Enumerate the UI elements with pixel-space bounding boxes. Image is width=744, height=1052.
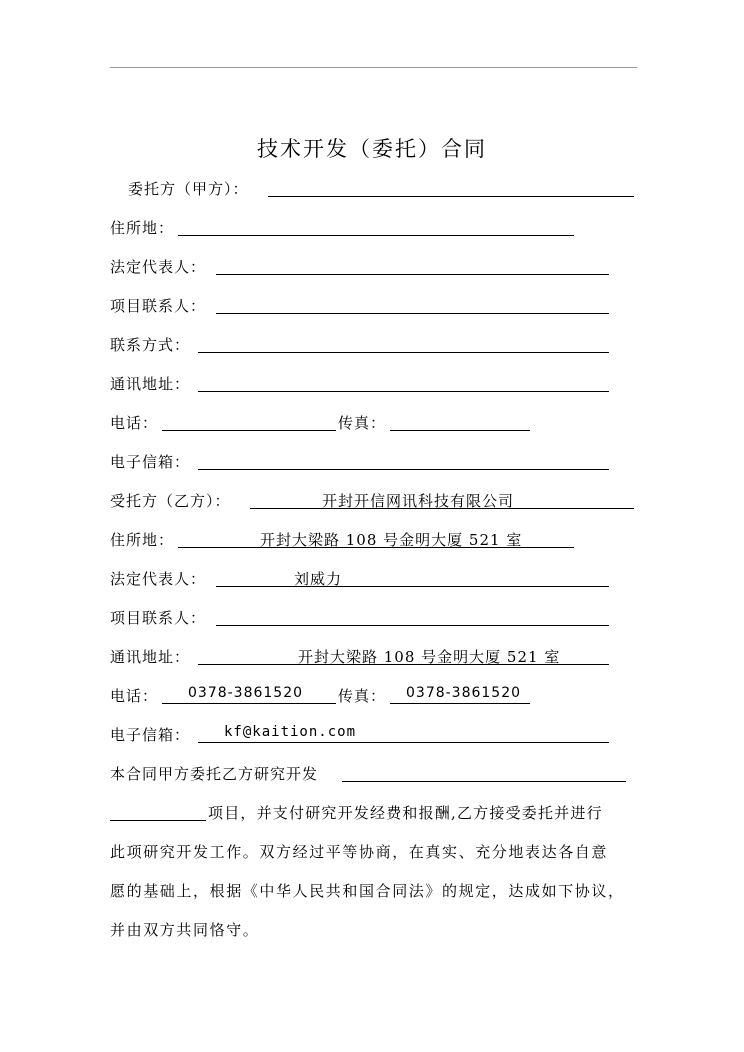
project-name-field[interactable] (342, 781, 626, 782)
party-b-contact-row (110, 603, 615, 629)
party-b-email-field[interactable] (198, 742, 609, 743)
party-a-fax-field[interactable] (390, 430, 530, 431)
party-a-address-field[interactable] (178, 235, 574, 236)
party-a-contact-method-row (110, 330, 615, 356)
party-b-trustee-value: 开封开信网讯科技有限公司 (322, 492, 515, 510)
party-b-legal-rep-label: 法定代表人： (110, 570, 207, 588)
party-b-contact-label: 项目联系人： (110, 609, 207, 627)
party-a-mail-address-field[interactable] (198, 391, 609, 392)
party-a-phone-field[interactable] (162, 430, 336, 431)
party-b-email-row (110, 720, 615, 746)
body-line-5: 并由双方共同恪守。 (110, 921, 260, 939)
party-b-phone-field[interactable] (162, 703, 336, 704)
party-a-contact-method-field[interactable] (198, 352, 609, 353)
party-b-trustee-row (110, 486, 640, 512)
party-b-email-label: 电子信箱： (110, 726, 191, 744)
body-line-3: 此项研究开发工作。双方经过平等协商，在真实、充分地表达各自意 (110, 843, 609, 861)
party-a-legal-rep-label: 法定代表人： (110, 258, 207, 276)
party-b-legal-rep-row (110, 564, 615, 590)
party-b-phone-value: 0378-3861520 (188, 685, 304, 701)
party-a-mail-address-label: 通讯地址： (110, 375, 191, 393)
party-b-legal-rep-field[interactable] (216, 586, 609, 587)
party-b-phone-label: 电话： (110, 687, 159, 705)
party-a-address-row (110, 213, 580, 239)
party-a-contact-row (110, 291, 615, 317)
body-line-2-text: 项目，并支付研究开发经费和报酬,乙方接受委托并进行 (208, 804, 603, 822)
party-a-email-row (110, 447, 615, 473)
header-rule (110, 67, 637, 68)
body-line-4: 愿的基础上，根据《中华人民共和国合同法》的规定，达成如下协议， (110, 882, 625, 900)
party-a-fax-label: 传真： (338, 414, 387, 432)
party-a-phone-label: 电话： (110, 414, 159, 432)
party-a-phone-fax-row (110, 408, 540, 434)
party-a-email-label: 电子信箱： (110, 453, 191, 471)
party-a-address-label: 住所地： (110, 219, 175, 237)
body-line-1-text: 本合同甲方委托乙方研究开发 (110, 765, 319, 783)
project-name-field-continued[interactable] (110, 820, 206, 821)
party-a-contact-label: 项目联系人： (110, 297, 207, 315)
body-line-1 (110, 759, 630, 785)
party-b-mail-address-label: 通讯地址： (110, 648, 191, 666)
party-b-mail-address-row (110, 642, 615, 668)
party-a-client-field[interactable] (268, 196, 634, 197)
party-a-legal-rep-row (110, 252, 615, 278)
party-b-address-label: 住所地： (110, 531, 175, 549)
party-a-client-label: 委托方（甲方）： (128, 180, 249, 198)
body-line-2 (110, 798, 640, 824)
party-b-fax-field[interactable] (390, 703, 530, 704)
party-a-mail-address-row (110, 369, 615, 395)
party-b-phone-fax-row (110, 681, 540, 707)
contract-title: 技术开发（委托）合同 (257, 137, 487, 161)
party-a-email-field[interactable] (198, 469, 609, 470)
party-b-address-row (110, 525, 580, 551)
party-b-address-value: 开封大梁路 108 号金明大厦 521 室 (260, 531, 523, 549)
party-b-contact-field[interactable] (216, 625, 609, 626)
party-a-legal-rep-field[interactable] (216, 274, 609, 275)
party-b-fax-label: 传真： (338, 687, 387, 705)
party-b-email-value: kf@kaition.com (224, 724, 357, 740)
party-a-contact-field[interactable] (216, 313, 609, 314)
party-b-trustee-label: 受托方（乙方）： (110, 492, 231, 510)
party-b-mail-address-value: 开封大梁路 108 号金明大厦 521 室 (298, 648, 561, 666)
party-b-fax-value: 0378-3861520 (406, 685, 522, 701)
party-a-client-row (128, 174, 638, 200)
party-a-contact-method-label: 联系方式： (110, 336, 191, 354)
party-b-legal-rep-value: 刘威力 (294, 570, 343, 588)
